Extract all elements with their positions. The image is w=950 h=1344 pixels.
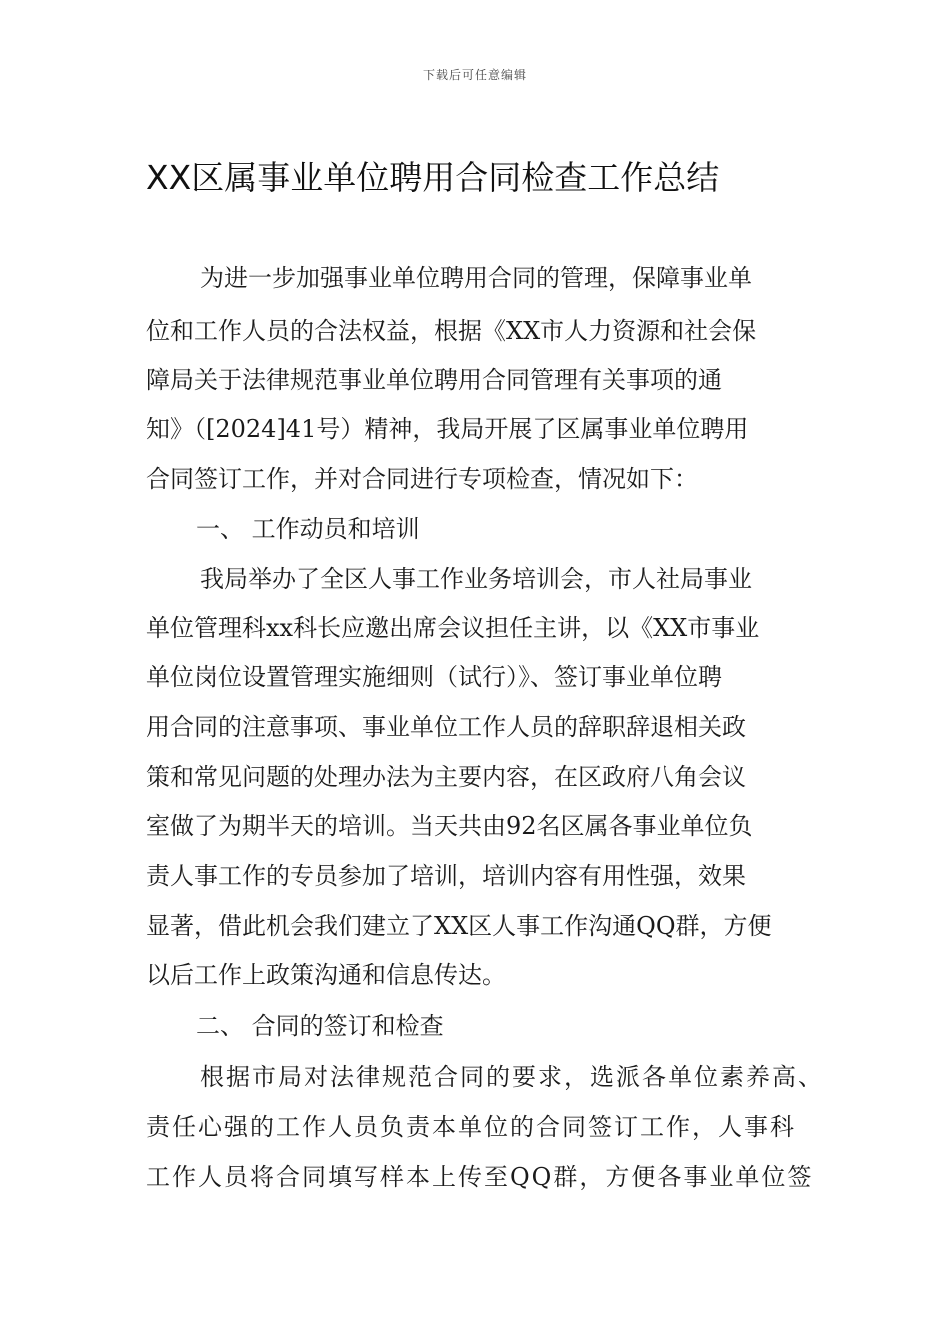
- section-heading-1: 一、 工作动员和培训: [196, 515, 420, 543]
- document-title: XX区属事业单位聘用合同检查工作总结: [146, 158, 720, 197]
- paragraph-line: 以后工作上政策沟通和信息传达。: [146, 961, 506, 989]
- paragraph-line: 责任心强的工作人员负责本单位的合同签订工作，人事科: [146, 1113, 796, 1141]
- paragraph-line: 障局关于法律规范事业单位聘用合同管理有关事项的通: [146, 366, 722, 394]
- paragraph-line: 显著，借此机会我们建立了XX区人事工作沟通QQ群，方便: [146, 912, 772, 940]
- page-header-note: 下载后可任意编辑: [422, 68, 527, 82]
- section-heading-2: 二、 合同的签订和检查: [196, 1012, 444, 1040]
- paragraph-line: 责人事工作的专员参加了培训，培训内容有用性强，效果: [146, 862, 746, 890]
- paragraph-line: 根据市局对法律规范合同的要求，选派各单位素养高、: [200, 1063, 824, 1091]
- paragraph-line: 室做了为期半天的培训。当天共由92名区属各事业单位负: [146, 812, 753, 840]
- paragraph-line: 知》（[2024]41号）精神，我局开展了区属事业单位聘用: [146, 415, 749, 443]
- paragraph-line: 单位岗位设置管理实施细则（试行）》、签订事业单位聘: [146, 663, 722, 691]
- paragraph-line: 为进一步加强事业单位聘用合同的管理，保障事业单: [200, 264, 752, 292]
- paragraph-line: 位和工作人员的合法权益，根据《XX市人力资源和社会保: [146, 317, 757, 345]
- paragraph-line: 工作人员将合同填写样本上传至QQ群，方便各事业单位签: [146, 1163, 814, 1191]
- paragraph-line: 用合同的注意事项、事业单位工作人员的辞职辞退相关政: [146, 713, 746, 741]
- paragraph-line: 合同签订工作，并对合同进行专项检查，情况如下：: [146, 465, 698, 493]
- paragraph-line: 策和常见问题的处理办法为主要内容，在区政府八角会议: [146, 763, 746, 791]
- paragraph-line: 我局举办了全区人事工作业务培训会，市人社局事业: [200, 565, 752, 593]
- paragraph-line: 单位管理科xx科长应邀出席会议担任主讲，以《XX市事业: [146, 614, 760, 642]
